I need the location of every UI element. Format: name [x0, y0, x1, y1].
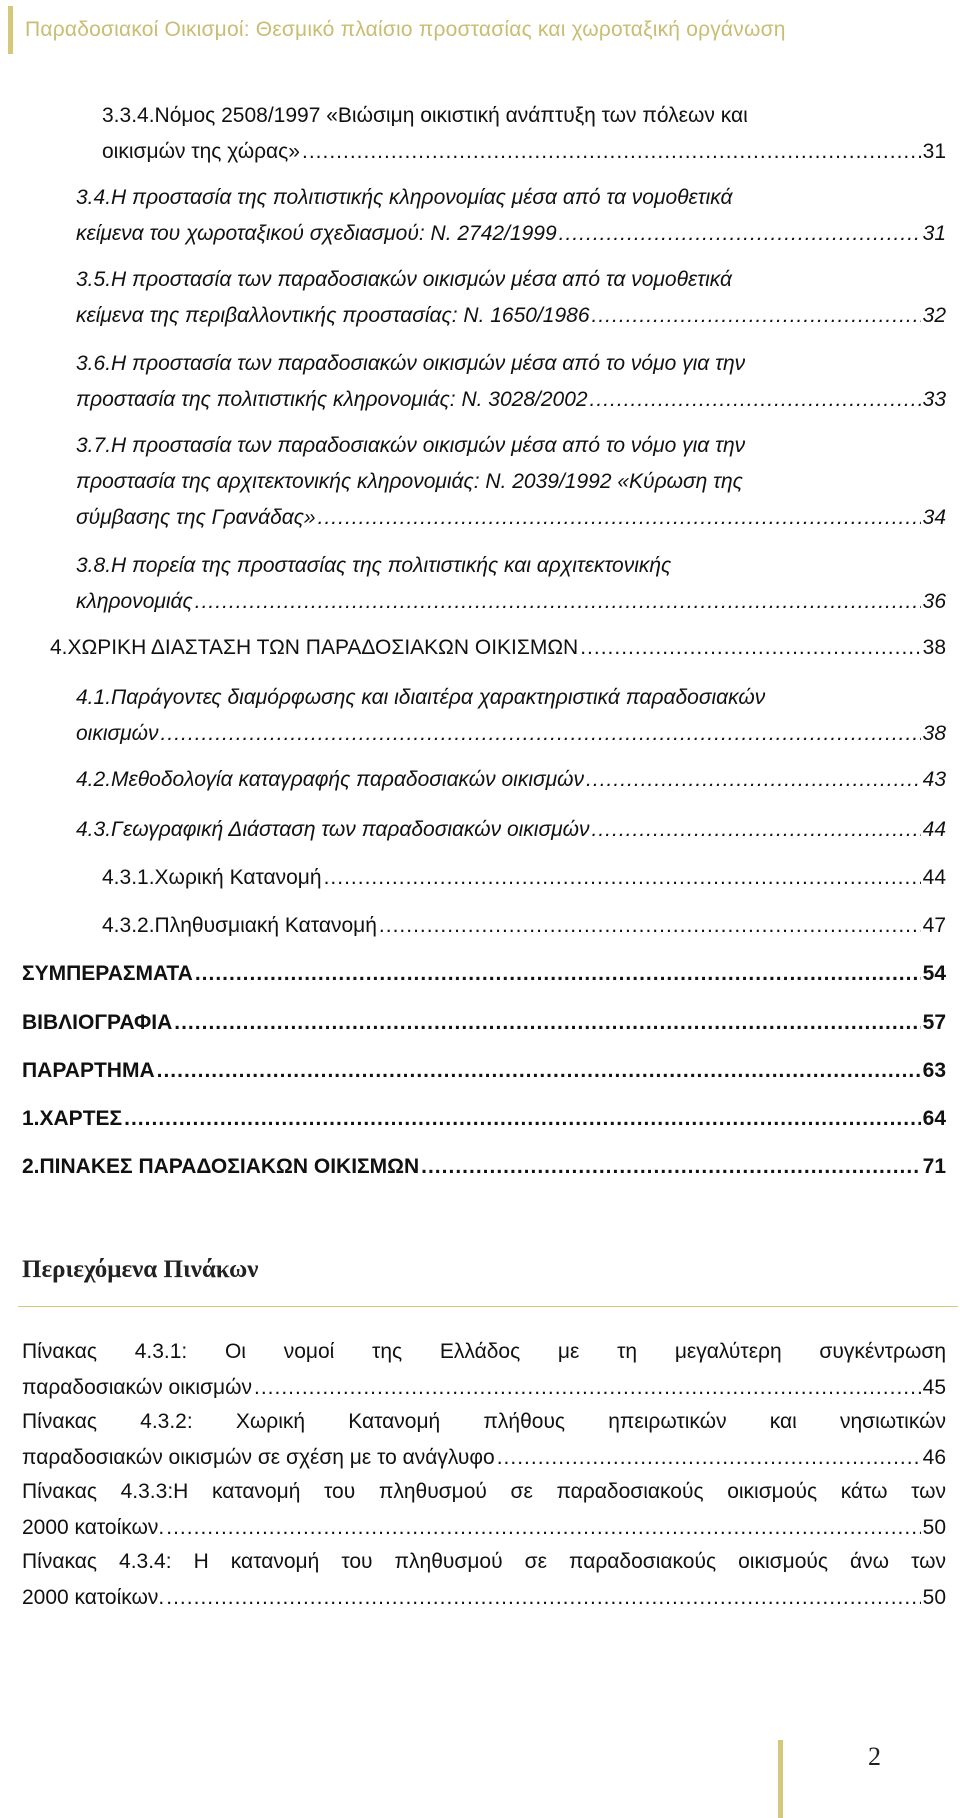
- toc-entry-text: κληρονομιάς: [76, 590, 193, 613]
- table-list-entry[interactable]: [22, 1404, 946, 1476]
- toc-page-number: 36: [922, 590, 946, 613]
- toc-entry-text: οικισμών της χώρας»: [102, 140, 300, 163]
- dot-leader: [166, 1580, 920, 1616]
- tables-section-title: Περιεχόμενα Πινάκων: [22, 1256, 259, 1283]
- table-list-entry-text: Πίνακας 4.3.3:Η κατανομή του πληθυσμού σε παραδοσιακούς οικισμούς κάτω των: [22, 1480, 946, 1503]
- dot-leader: [174, 1005, 920, 1041]
- table-list-entry-text: Πίνακας 4.3.4: Η κατανομή του πληθυσμού σε παραδοσιακούς οικισμούς άνω των: [22, 1550, 946, 1573]
- toc-entry[interactable]: [76, 762, 946, 798]
- toc-entry[interactable]: [102, 860, 946, 896]
- dot-leader: [254, 1370, 921, 1406]
- dot-leader: [559, 216, 921, 252]
- toc-entry-text: 3.3.4.Νόμος 2508/1997 «Βιώσιμη οικιστική ανάπτυξη των πόλεων και: [102, 104, 748, 127]
- toc-entry[interactable]: [22, 1005, 946, 1041]
- table-list-entry-text: Πίνακας 4.3.2: Χωρική Κατανομή πλήθους ηπειρωτικών και νησιωτικών: [22, 1410, 946, 1433]
- page-number: 2: [868, 1742, 881, 1771]
- dot-leader: [318, 500, 921, 536]
- table-list-entry[interactable]: [22, 1334, 946, 1406]
- dot-leader: [590, 382, 921, 418]
- dot-leader: [324, 860, 921, 896]
- toc-entry-text: 1.ΧΑΡΤΕΣ: [22, 1107, 123, 1130]
- toc-entry-text: 3.8.Η πορεία της προστασίας της πολιτιστικής και αρχιτεκτονικής: [76, 554, 672, 577]
- toc-page-number: 54: [922, 962, 946, 985]
- toc-page-number: 44: [922, 866, 946, 889]
- table-list-entry-text: παραδοσιακών οικισμών σε σχέση με το ανάγλυφο: [22, 1446, 495, 1469]
- dot-leader: [592, 812, 921, 848]
- dot-leader: [586, 762, 921, 798]
- table-list-entry-text: 2000 κατοίκων.: [22, 1586, 165, 1609]
- toc-entry-text: 4.1.Παράγοντες διαμόρφωσης και ιδιαιτέρα χαρακτηριστικά παραδοσιακών: [76, 686, 766, 709]
- table-list-page-number: 50: [922, 1516, 946, 1539]
- toc-entry[interactable]: [102, 908, 946, 944]
- section-divider: [18, 1306, 958, 1307]
- toc-page-number: 34: [922, 506, 946, 529]
- toc-entry[interactable]: [76, 262, 946, 334]
- toc-page-number: 63: [922, 1059, 946, 1082]
- running-header: [8, 6, 948, 54]
- dot-leader: [497, 1440, 921, 1476]
- toc-entry[interactable]: [76, 812, 946, 848]
- toc-entry[interactable]: [76, 680, 946, 752]
- toc-page-number: 33: [922, 388, 946, 411]
- toc-entry-text: κείμενα του χωροταξικού σχεδιασμού: Ν. 2742/1999: [76, 222, 557, 245]
- table-list-entry[interactable]: [22, 1544, 946, 1616]
- toc-entry-text: ΣΥΜΠΕΡΑΣΜΑΤΑ: [22, 962, 193, 985]
- toc-entry-text: 2.ΠΙΝΑΚΕΣ ΠΑΡΑΔΟΣΙΑΚΩΝ ΟΙΚΙΣΜΩΝ: [22, 1155, 420, 1178]
- toc-entry-text: κείμενα της περιβαλλοντικής προστασίας: Ν. 1650/1986: [76, 304, 590, 327]
- toc-page-number: 57: [922, 1011, 946, 1034]
- toc-entry[interactable]: [22, 1149, 946, 1185]
- toc-page-number: 38: [922, 722, 946, 745]
- toc-entry[interactable]: [76, 180, 946, 252]
- toc-page-number: 47: [922, 914, 946, 937]
- toc-entry-text: 3.6.Η προστασία των παραδοσιακών οικισμών μέσα από το νόμο για την: [76, 352, 746, 375]
- toc-entry-text: 3.7.Η προστασία των παραδοσιακών οικισμών μέσα από το νόμο για την: [76, 434, 746, 457]
- toc-entry-text: ΠΑΡΑΡΤΗΜΑ: [22, 1059, 155, 1082]
- dot-leader: [379, 908, 921, 944]
- toc-entry-text: οικισμών: [76, 722, 159, 745]
- toc-entry-text: 3.4.Η προστασία της πολιτιστικής κληρονομίας μέσα από τα νομοθετικά: [76, 186, 733, 209]
- dot-leader: [124, 1101, 921, 1137]
- toc-entry[interactable]: [50, 630, 946, 666]
- dot-leader: [157, 1053, 921, 1089]
- toc-entry[interactable]: [76, 548, 946, 620]
- toc-entry[interactable]: [76, 428, 946, 536]
- toc-entry[interactable]: [76, 346, 946, 418]
- dot-leader: [195, 584, 921, 620]
- toc-entry-text: σύμβασης της Γρανάδας»: [76, 506, 316, 529]
- dot-leader: [166, 1510, 920, 1546]
- dot-leader: [302, 134, 921, 170]
- toc-page-number: 43: [922, 768, 946, 791]
- table-list-page-number: 45: [922, 1376, 946, 1399]
- table-list-page-number: 50: [922, 1586, 946, 1609]
- footer-accent-bar: [778, 1740, 783, 1818]
- toc-entry-text: 4.ΧΩΡΙΚΗ ΔΙΑΣΤΑΣΗ ΤΩΝ ΠΑΡΑΔΟΣΙΑΚΩΝ ΟΙΚΙΣΜΩΝ: [50, 636, 579, 659]
- dot-leader: [592, 298, 921, 334]
- dot-leader: [421, 1149, 921, 1185]
- toc-page-number: 32: [922, 304, 946, 327]
- toc-page-number: 71: [922, 1155, 946, 1178]
- toc-page-number: 44: [922, 818, 946, 841]
- toc-entry-text: 3.5.Η προστασία των παραδοσιακών οικισμών μέσα από τα νομοθετικά: [76, 268, 732, 291]
- toc-entry[interactable]: [22, 956, 946, 992]
- table-list-page-number: 46: [922, 1446, 946, 1469]
- toc-entry-text: προστασία της αρχιτεκτονικής κληρονομιάς: Ν. 2039/1992 «Κύρωση της: [76, 470, 743, 493]
- table-list-entry-text: παραδοσιακών οικισμών: [22, 1376, 252, 1399]
- dot-leader: [195, 956, 921, 992]
- toc-entry[interactable]: [102, 98, 946, 170]
- toc-entry-text: 4.2.Μεθοδολογία καταγραφής παραδοσιακών οικισμών: [76, 768, 585, 791]
- toc-entry-text: προστασία της πολιτιστικής κληρονομιάς: Ν. 3028/2002: [76, 388, 588, 411]
- toc-page-number: 31: [922, 140, 946, 163]
- table-list-entry[interactable]: [22, 1474, 946, 1546]
- table-list-entry-text: Πίνακας 4.3.1: Οι νομοί της Ελλάδος με τη μεγαλύτερη συγκέντρωση: [22, 1340, 946, 1363]
- table-list-entry-text: 2000 κατοίκων.: [22, 1516, 165, 1539]
- running-header-title: Παραδοσιακοί Οικισμοί: Θεσμικό πλαίσιο προστασίας και χωροταξική οργάνωση: [25, 18, 786, 41]
- toc-page-number: 31: [922, 222, 946, 245]
- dot-leader: [580, 630, 920, 666]
- toc-entry-text: 4.3.Γεωγραφική Διάσταση των παραδοσιακών οικισμών: [76, 818, 590, 841]
- toc-entry[interactable]: [22, 1053, 946, 1089]
- toc-entry[interactable]: [22, 1101, 946, 1137]
- toc-page-number: 64: [922, 1107, 946, 1130]
- dot-leader: [161, 716, 921, 752]
- toc-entry-text: 4.3.1.Χωρική Κατανομή: [102, 866, 322, 889]
- toc-entry-text: 4.3.2.Πληθυσμιακή Κατανομή: [102, 914, 377, 937]
- toc-page-number: 38: [922, 636, 946, 659]
- toc-entry-text: ΒΙΒΛΙΟΓΡΑΦΙΑ: [22, 1011, 173, 1034]
